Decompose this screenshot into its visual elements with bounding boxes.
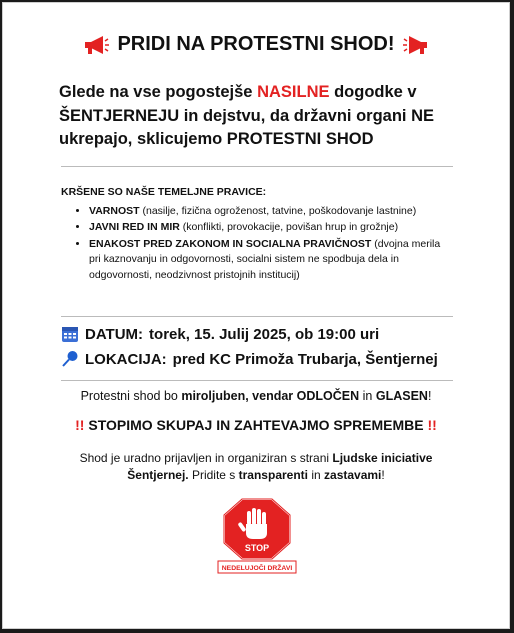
divider [61,166,453,167]
peaceful-line [33,388,479,405]
title-text: PRIDI NA PROTESTNI SHOD! [117,33,395,55]
megaphone-icon [83,35,109,55]
slogan-marks: !! [75,417,85,433]
stop-sign [216,497,298,575]
stop-sign-graphic [216,497,298,575]
rights-heading: KRŠENE SO NAŠE TEMELJNE PRAVICE: [61,186,267,198]
divider [61,316,453,317]
organizer-text: Shod je uradno prijavljen in organiziran s strani [79,451,333,465]
peaceful-text: in [359,389,376,403]
organizer-bold: Ljudske iniciative Šentjernej. [127,451,433,482]
list-item [89,204,453,219]
right-label: ENAKOST PRED ZAKONOM IN SOCIALNA PRAVIČNOST [89,237,372,250]
megaphone-icon [403,35,429,55]
lead-text-1: Glede na vse pogostejše [59,83,258,101]
peaceful-bold: miroljuben, vendar ODLOČEN [181,389,360,403]
slogan-text: STOPIMO SKUPAJ IN ZAHTEVAJMO SPREMEMBE [88,417,424,433]
flyer-page [2,2,510,629]
stop-caption: NEDELUJOČI DRŽAVI [221,565,293,572]
right-text: (dvojna merila pri kaznovanju in odgovornosti, socialni sistem ne spodbuja dela in odgovornosti, neodzivnost pristojnih institucij) [89,237,441,281]
location-label: LOKACIJA: [85,350,167,368]
organizer-bold: zastavami [324,468,382,482]
location-value: pred KC Primoža Trubarja, Šentjernej [172,350,438,368]
list-item [89,220,453,235]
peaceful-bold: GLASEN [375,389,428,403]
list-item [89,237,453,283]
date-label: DATUM: [85,325,144,343]
organizer-text: in [308,468,325,482]
organizer-text: ! [381,468,385,482]
peaceful-text: ! [427,389,432,403]
right-label: JAVNI RED IN MIR [89,221,180,234]
calendar-icon [61,325,79,343]
lead-paragraph [59,81,459,152]
date-line [61,325,453,343]
organizer-paragraph [73,450,439,484]
divider [61,380,453,381]
pin-icon [61,350,79,368]
peaceful-text: Protestni shod bo [80,389,182,403]
stop-word: STOP [244,543,270,553]
flyer-title [3,33,509,56]
location-line [61,350,453,368]
right-text: (konflikti, provokacije, povišan hrup in grožnje) [179,221,399,234]
organizer-bold: transparenti [238,468,308,482]
date-value: torek, 15. Julij 2025, ob 19:00 uri [149,325,380,343]
lead-highlight: NASILNE [257,83,330,101]
slogan-marks: !! [427,417,437,433]
right-text: (nasilje, fizična ogroženost, tatvine, poškodovanje lastnine) [139,205,417,217]
right-label: VARNOST [89,205,140,217]
lead-text-2: dogodke v ŠENTJERNEJU in dejstvu, da državni organi NE ukrepajo, sklicujemo PROTESTNI SHOD [59,83,434,148]
slogan [33,417,479,433]
rights-list [61,204,453,284]
organizer-text: Pridite s [188,468,239,482]
